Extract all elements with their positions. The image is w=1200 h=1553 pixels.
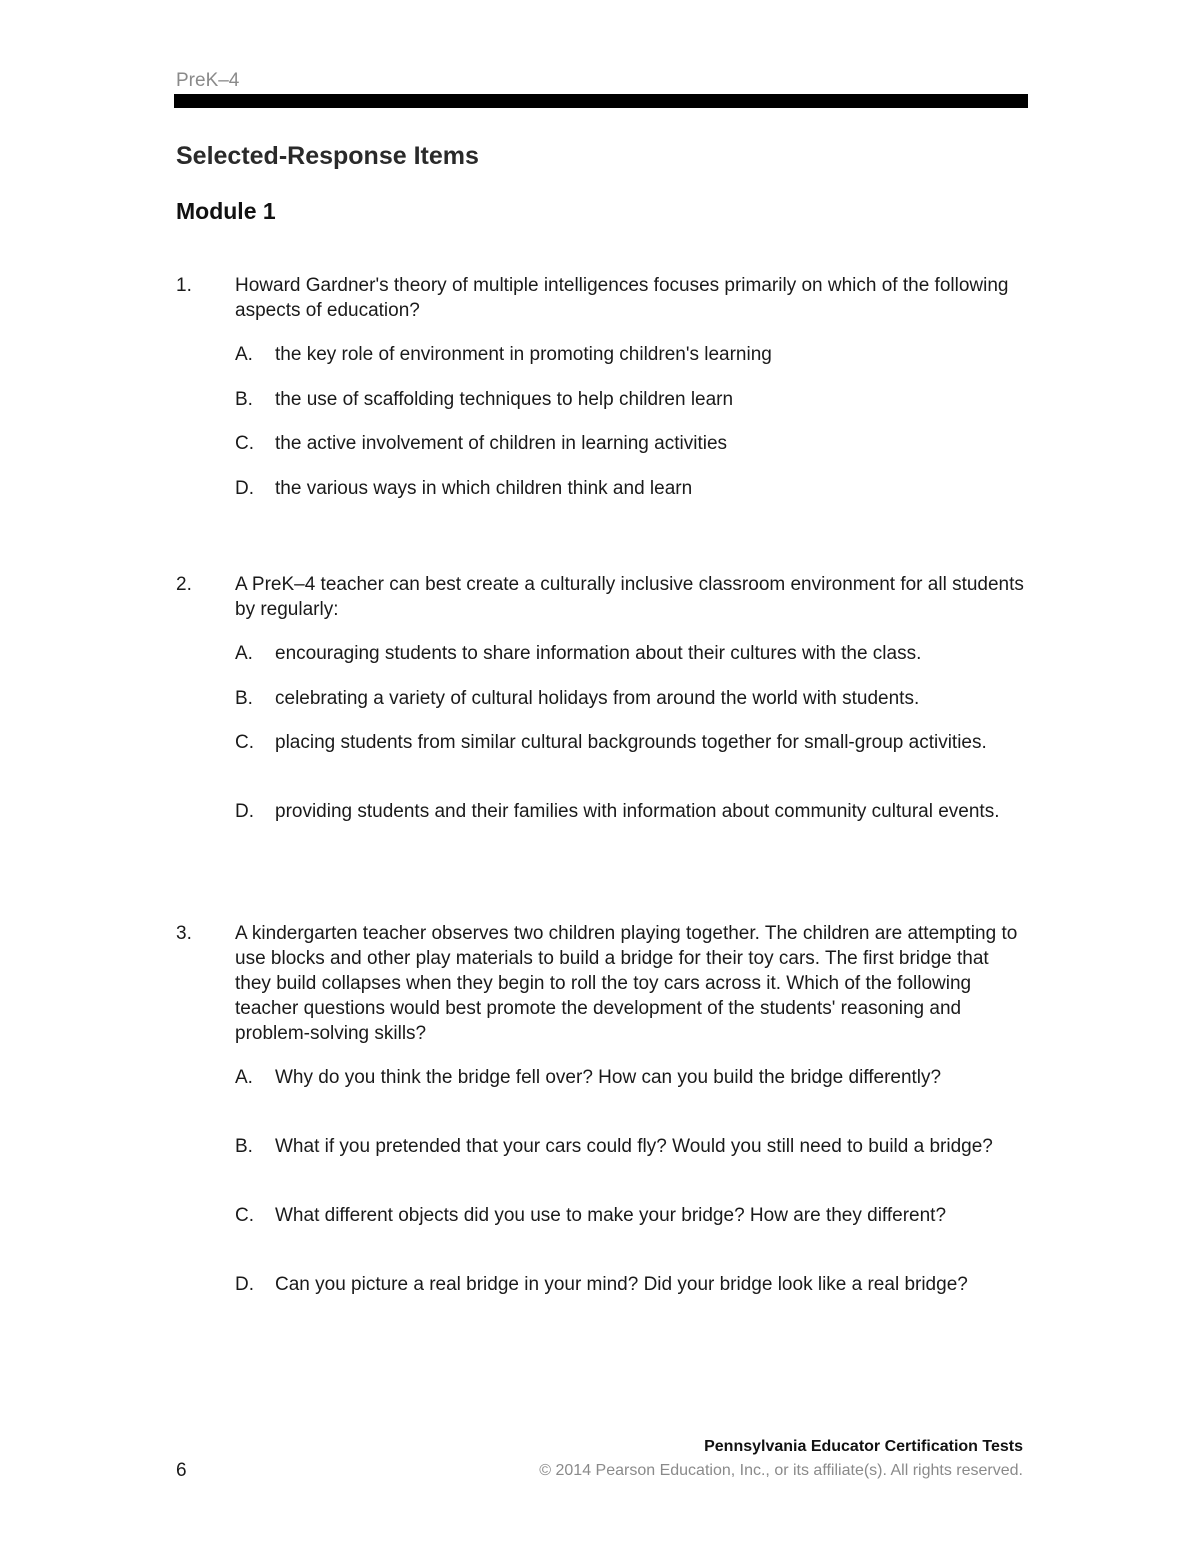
copyright-notice: © 2014 Pearson Education, Inc., or its affiliate(s). All rights reserved.: [539, 1462, 1023, 1479]
option-text: placing students from similar cultural backgrounds together for small-group activities.: [275, 732, 987, 753]
running-head: PreK–4: [176, 70, 240, 91]
option-letter: A.: [235, 1067, 253, 1088]
option-text: encouraging students to share information about their cultures with the class.: [275, 643, 922, 664]
question-stem: Howard Gardner's theory of multiple intelligences focuses primarily on which of the following aspects of education?: [235, 275, 1009, 321]
option-text: the key role of environment in promoting children's learning: [275, 344, 772, 365]
option-text: providing students and their families with information about community cultural events.: [275, 801, 1000, 822]
option-letter: B.: [235, 389, 253, 410]
option-letter: B.: [235, 688, 253, 709]
option-letter: C.: [235, 732, 254, 753]
option-letter: D.: [235, 478, 254, 499]
option-letter: A.: [235, 344, 253, 365]
option-letter: D.: [235, 801, 254, 822]
option-text: Can you picture a real bridge in your mind? Did your bridge look like a real bridge?: [275, 1274, 968, 1295]
option-letter: D.: [235, 1274, 254, 1295]
option-text: celebrating a variety of cultural holidays from around the world with students.: [275, 688, 920, 709]
question-stem: A PreK–4 teacher can best create a culturally inclusive classroom environment for all students by regularly:: [235, 574, 1024, 620]
option-text: the use of scaffolding techniques to help children learn: [275, 389, 734, 410]
option-text: What if you pretended that your cars could fly? Would you still need to build a bridge?: [275, 1136, 993, 1157]
question-number: 2.: [176, 574, 192, 595]
section-title: Selected-Response Items: [176, 142, 479, 170]
question-stem: A kindergarten teacher observes two children playing together. The children are attempting to use blocks and other play materials to build a bridge for their toy cars. The first bridge that they build collapses when they begin to roll the toy cars across it. Which of the following teacher questions would best promote the development of the students' reasoning and problem-solving skills?: [235, 923, 1018, 1044]
option-letter: A.: [235, 643, 253, 664]
option-letter: C.: [235, 433, 254, 454]
header-rule: [174, 94, 1028, 108]
option-text: Why do you think the bridge fell over? How can you build the bridge differently?: [275, 1067, 942, 1088]
question-number: 3.: [176, 923, 192, 944]
footer-title: Pennsylvania Educator Certification Tests: [704, 1438, 1023, 1455]
option-letter: B.: [235, 1136, 253, 1157]
option-text: What different objects did you use to make your bridge? How are they different?: [275, 1205, 947, 1226]
option-text: the various ways in which children think and learn: [275, 478, 693, 499]
option-text: the active involvement of children in learning activities: [275, 433, 728, 454]
option-letter: C.: [235, 1205, 254, 1226]
page-number: 6: [176, 1460, 187, 1481]
module-title: Module 1: [176, 198, 276, 224]
question-number: 1.: [176, 275, 192, 296]
